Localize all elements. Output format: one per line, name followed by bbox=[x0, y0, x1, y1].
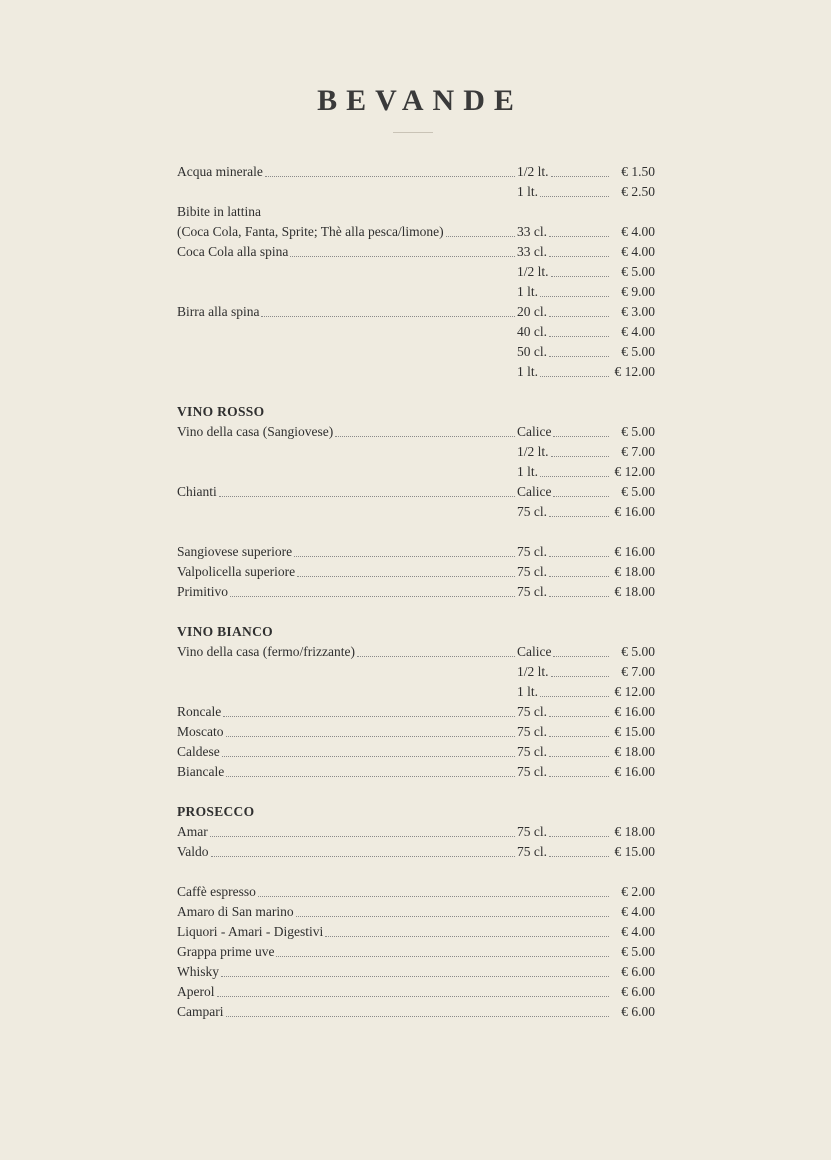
menu-item-row bbox=[177, 362, 655, 382]
dotted-leader bbox=[446, 236, 515, 237]
drinks-menu bbox=[177, 162, 655, 1022]
quantity-price-group bbox=[517, 542, 655, 562]
item-quantity: 1 lt. bbox=[517, 364, 539, 379]
item-quantity: 75 cl. bbox=[517, 564, 547, 579]
item-name: Moscato bbox=[177, 724, 224, 739]
item-name: Primitivo bbox=[177, 584, 229, 599]
dotted-leader bbox=[549, 596, 609, 597]
menu-item-row bbox=[177, 442, 655, 462]
quantity-price-group bbox=[517, 322, 655, 342]
dotted-leader bbox=[553, 436, 609, 437]
item-quantity: Calice bbox=[517, 424, 552, 439]
quantity-price-group bbox=[517, 242, 655, 262]
item-quantity: 33 cl. bbox=[517, 224, 547, 239]
item-quantity: 50 cl. bbox=[517, 344, 547, 359]
item-quantity: 75 cl. bbox=[517, 764, 547, 779]
quantity-price-group bbox=[517, 502, 655, 522]
dotted-leader bbox=[551, 456, 609, 457]
item-quantity: 75 cl. bbox=[517, 704, 547, 719]
item-name: Valpolicella superiore bbox=[177, 564, 296, 579]
dotted-leader bbox=[223, 716, 515, 717]
item-quantity: 1 lt. bbox=[517, 284, 539, 299]
item-price: € 15.00 bbox=[614, 724, 655, 739]
item-price: € 18.00 bbox=[614, 584, 655, 599]
menu-item-row bbox=[177, 822, 655, 842]
menu-item-row bbox=[177, 582, 655, 602]
section-gap bbox=[177, 862, 655, 882]
item-price: € 12.00 bbox=[614, 364, 655, 379]
dotted-leader bbox=[226, 736, 516, 737]
item-quantity: 20 cl. bbox=[517, 304, 547, 319]
menu-item-row bbox=[177, 842, 655, 862]
dotted-leader bbox=[549, 856, 609, 857]
menu-item-row bbox=[177, 542, 655, 562]
item-name: Vino della casa (fermo/frizzante) bbox=[177, 644, 355, 659]
quantity-price-group bbox=[517, 462, 655, 482]
item-name: (Coca Cola, Fanta, Sprite; Thè alla pesca/limone) bbox=[177, 224, 444, 239]
item-name: Biancale bbox=[177, 764, 225, 779]
item-price: € 16.00 bbox=[614, 544, 655, 559]
quantity-price-group bbox=[517, 282, 655, 302]
menu-item-row bbox=[177, 942, 655, 962]
item-quantity: 33 cl. bbox=[517, 244, 547, 259]
item-name: Acqua minerale bbox=[177, 164, 263, 179]
dotted-leader bbox=[549, 336, 609, 337]
item-name: Chianti bbox=[177, 484, 217, 499]
dotted-leader bbox=[226, 776, 515, 777]
menu-item-row bbox=[177, 342, 655, 362]
dotted-leader bbox=[276, 956, 609, 957]
dotted-leader bbox=[221, 976, 609, 977]
item-quantity: 1 lt. bbox=[517, 184, 539, 199]
section-gap bbox=[177, 382, 655, 402]
menu-item-row bbox=[177, 462, 655, 482]
quantity-price-group bbox=[517, 722, 655, 742]
menu-item-row bbox=[177, 222, 655, 242]
menu-item-row bbox=[177, 722, 655, 742]
menu-item-row bbox=[177, 762, 655, 782]
dotted-leader bbox=[551, 676, 609, 677]
item-price: € 6.00 bbox=[621, 964, 655, 979]
item-quantity: 75 cl. bbox=[517, 844, 547, 859]
menu-item-row bbox=[177, 902, 655, 922]
item-name: Bibite in lattina bbox=[177, 204, 261, 219]
section-heading: VINO ROSSO bbox=[177, 404, 265, 419]
quantity-price-group bbox=[517, 182, 655, 202]
quantity-price-group bbox=[517, 682, 655, 702]
quantity-price-group bbox=[517, 422, 655, 442]
dotted-leader bbox=[549, 516, 609, 517]
menu-item-row bbox=[177, 682, 655, 702]
quantity-price-group bbox=[517, 362, 655, 382]
dotted-leader bbox=[296, 916, 609, 917]
item-name: Coca Cola alla spina bbox=[177, 244, 289, 259]
quantity-price-group bbox=[517, 262, 655, 282]
menu-item-row bbox=[177, 202, 655, 222]
menu-item-row bbox=[177, 1002, 655, 1022]
dotted-leader bbox=[294, 556, 515, 557]
dotted-leader bbox=[540, 476, 609, 477]
item-name: Caffè espresso bbox=[177, 884, 256, 899]
item-name: Campari bbox=[177, 1004, 224, 1019]
item-quantity: 75 cl. bbox=[517, 544, 547, 559]
item-price: € 12.00 bbox=[614, 464, 655, 479]
menu-item-row bbox=[177, 702, 655, 722]
dotted-leader bbox=[540, 696, 609, 697]
dotted-leader bbox=[553, 496, 609, 497]
item-quantity: 75 cl. bbox=[517, 584, 547, 599]
quantity-price-group bbox=[517, 562, 655, 582]
dotted-leader bbox=[219, 496, 515, 497]
menu-item-row bbox=[177, 642, 655, 662]
quantity-price-group bbox=[517, 822, 655, 842]
dotted-leader bbox=[210, 836, 515, 837]
menu-item-row bbox=[177, 982, 655, 1002]
item-price: € 4.00 bbox=[621, 244, 655, 259]
item-price: € 7.00 bbox=[621, 664, 655, 679]
quantity-price-group bbox=[517, 582, 655, 602]
dotted-leader bbox=[540, 296, 609, 297]
dotted-leader bbox=[553, 656, 609, 657]
dotted-leader bbox=[549, 776, 609, 777]
section-heading: VINO BIANCO bbox=[177, 624, 273, 639]
item-price: € 4.00 bbox=[621, 224, 655, 239]
menu-item-row bbox=[177, 302, 655, 322]
quantity-price-group bbox=[517, 842, 655, 862]
item-quantity: 1/2 lt. bbox=[517, 444, 549, 459]
item-price: € 16.00 bbox=[614, 764, 655, 779]
dotted-leader bbox=[540, 376, 609, 377]
item-price: € 5.00 bbox=[621, 424, 655, 439]
dotted-leader bbox=[549, 756, 609, 757]
item-price: € 12.00 bbox=[614, 684, 655, 699]
section-heading: PROSECCO bbox=[177, 804, 255, 819]
item-name: Roncale bbox=[177, 704, 222, 719]
item-quantity: 1/2 lt. bbox=[517, 164, 549, 179]
quantity-price-group bbox=[517, 662, 655, 682]
dotted-leader bbox=[549, 576, 609, 577]
item-price: € 5.00 bbox=[621, 344, 655, 359]
item-price: € 4.00 bbox=[621, 904, 655, 919]
quantity-price-group bbox=[517, 302, 655, 322]
dotted-leader bbox=[551, 276, 609, 277]
item-price: € 15.00 bbox=[614, 844, 655, 859]
dotted-leader bbox=[290, 256, 515, 257]
item-price: € 9.00 bbox=[621, 284, 655, 299]
item-quantity: Calice bbox=[517, 644, 552, 659]
item-name: Vino della casa (Sangiovese) bbox=[177, 424, 334, 439]
menu-item-row bbox=[177, 282, 655, 302]
item-quantity: 1/2 lt. bbox=[517, 664, 549, 679]
menu-item-row bbox=[177, 882, 655, 902]
item-price: € 7.00 bbox=[621, 444, 655, 459]
section-gap bbox=[177, 602, 655, 622]
item-quantity: 1 lt. bbox=[517, 684, 539, 699]
item-quantity: 75 cl. bbox=[517, 724, 547, 739]
item-quantity: Calice bbox=[517, 484, 552, 499]
dotted-leader bbox=[217, 996, 610, 997]
item-price: € 5.00 bbox=[621, 944, 655, 959]
dotted-leader bbox=[549, 736, 609, 737]
page-title: BEVANDE bbox=[317, 84, 523, 117]
item-price: € 5.00 bbox=[621, 484, 655, 499]
menu-item-row bbox=[177, 182, 655, 202]
item-price: € 5.00 bbox=[621, 644, 655, 659]
title-divider bbox=[393, 132, 433, 133]
item-quantity: 75 cl. bbox=[517, 824, 547, 839]
dotted-leader bbox=[357, 656, 515, 657]
dotted-leader bbox=[261, 316, 515, 317]
menu-item-row bbox=[177, 662, 655, 682]
menu-item-row bbox=[177, 322, 655, 342]
dotted-leader bbox=[297, 576, 515, 577]
dotted-leader bbox=[549, 356, 609, 357]
quantity-price-group bbox=[517, 642, 655, 662]
item-price: € 2.50 bbox=[621, 184, 655, 199]
item-name: Birra alla spina bbox=[177, 304, 260, 319]
dotted-leader bbox=[549, 236, 609, 237]
dotted-leader bbox=[335, 436, 515, 437]
dotted-leader bbox=[258, 896, 609, 897]
item-name: Amaro di San marino bbox=[177, 904, 294, 919]
quantity-price-group bbox=[517, 702, 655, 722]
item-price: € 5.00 bbox=[621, 264, 655, 279]
menu-item-row bbox=[177, 162, 655, 182]
dotted-leader bbox=[222, 756, 515, 757]
dotted-leader bbox=[549, 716, 609, 717]
quantity-price-group bbox=[517, 762, 655, 782]
menu-item-row bbox=[177, 742, 655, 762]
item-quantity: 75 cl. bbox=[517, 504, 547, 519]
menu-item-row bbox=[177, 562, 655, 582]
quantity-price-group bbox=[517, 162, 655, 182]
dotted-leader bbox=[226, 1016, 610, 1017]
item-price: € 16.00 bbox=[614, 704, 655, 719]
item-price: € 4.00 bbox=[621, 924, 655, 939]
section-gap bbox=[177, 522, 655, 542]
item-name: Sangiovese superiore bbox=[177, 544, 293, 559]
item-name: Aperol bbox=[177, 984, 215, 999]
quantity-price-group bbox=[517, 222, 655, 242]
menu-item-row bbox=[177, 242, 655, 262]
item-name: Liquori - Amari - Digestivi bbox=[177, 924, 324, 939]
item-quantity: 1 lt. bbox=[517, 464, 539, 479]
item-price: € 6.00 bbox=[621, 984, 655, 999]
item-price: € 16.00 bbox=[614, 504, 655, 519]
item-name: Grappa prime uve bbox=[177, 944, 275, 959]
item-name: Valdo bbox=[177, 844, 209, 859]
dotted-leader bbox=[230, 596, 515, 597]
menu-item-row bbox=[177, 482, 655, 502]
item-price: € 6.00 bbox=[621, 1004, 655, 1019]
quantity-price-group bbox=[517, 742, 655, 762]
dotted-leader bbox=[265, 176, 515, 177]
item-quantity: 40 cl. bbox=[517, 324, 547, 339]
item-quantity: 1/2 lt. bbox=[517, 264, 549, 279]
dotted-leader bbox=[549, 836, 609, 837]
menu-item-row bbox=[177, 922, 655, 942]
item-price: € 4.00 bbox=[621, 324, 655, 339]
item-price: € 18.00 bbox=[614, 824, 655, 839]
quantity-price-group bbox=[517, 342, 655, 362]
dotted-leader bbox=[211, 856, 516, 857]
item-price: € 1.50 bbox=[621, 164, 655, 179]
dotted-leader bbox=[549, 556, 609, 557]
dotted-leader bbox=[540, 196, 609, 197]
quantity-price-group bbox=[517, 442, 655, 462]
item-name: Amar bbox=[177, 824, 208, 839]
dotted-leader bbox=[549, 316, 609, 317]
section-gap bbox=[177, 782, 655, 802]
item-price: € 18.00 bbox=[614, 744, 655, 759]
item-price: € 2.00 bbox=[621, 884, 655, 899]
menu-item-row bbox=[177, 962, 655, 982]
quantity-price-group bbox=[517, 482, 655, 502]
item-price: € 3.00 bbox=[621, 304, 655, 319]
item-quantity: 75 cl. bbox=[517, 744, 547, 759]
dotted-leader bbox=[551, 176, 609, 177]
item-name: Caldese bbox=[177, 744, 220, 759]
dotted-leader bbox=[549, 256, 609, 257]
item-price: € 18.00 bbox=[614, 564, 655, 579]
menu-item-row bbox=[177, 262, 655, 282]
menu-item-row bbox=[177, 422, 655, 442]
menu-item-row bbox=[177, 502, 655, 522]
dotted-leader bbox=[325, 936, 609, 937]
item-name: Whisky bbox=[177, 964, 219, 979]
